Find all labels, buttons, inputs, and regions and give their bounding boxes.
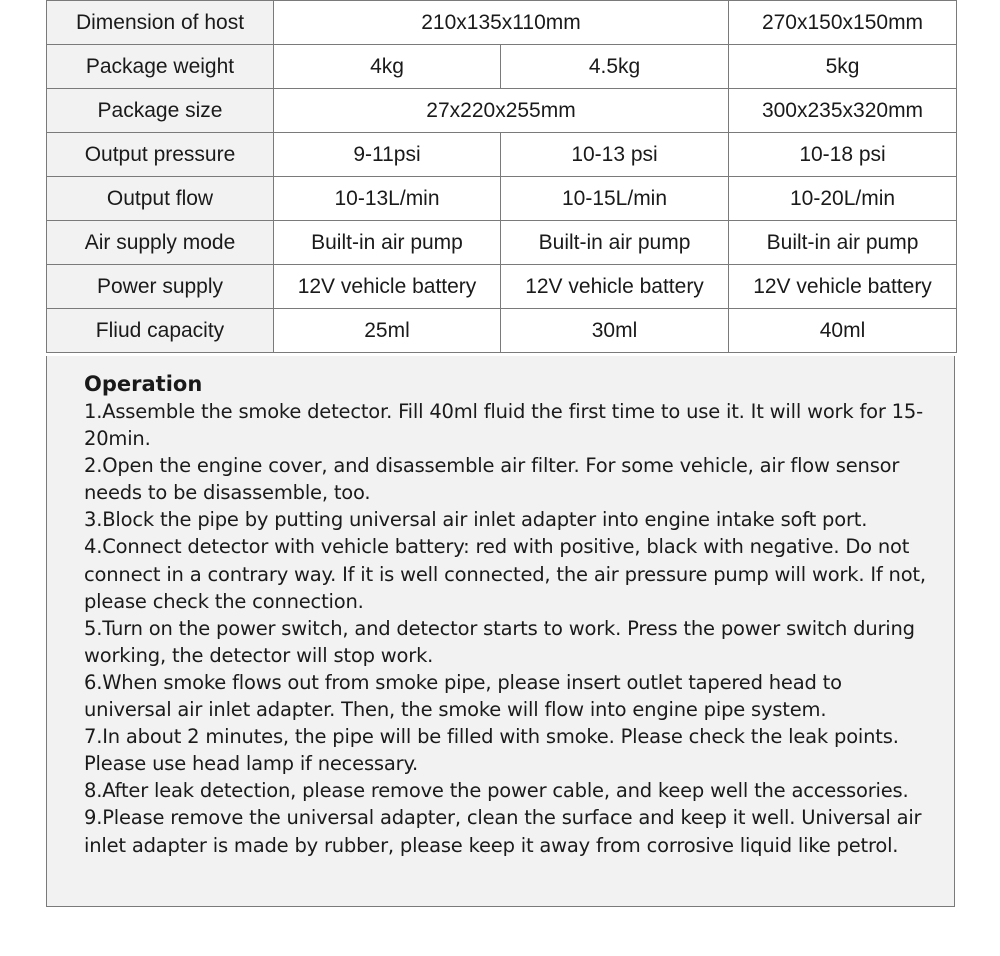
operation-steps xyxy=(84,398,934,859)
spec-value: 9-11psi xyxy=(274,133,501,177)
spec-value: Built-in air pump xyxy=(729,221,957,265)
operation-step: 9.Please remove the universal adapter, clean the surface and keep it well. Universal air inlet adapter is made by rubber, please keep it away from corrosive liquid like petrol. xyxy=(84,806,922,857)
spec-row xyxy=(47,265,957,309)
spec-value: 27x220x255mm xyxy=(274,89,729,133)
operation-step: 6.When smoke flows out from smoke pipe, please insert outlet tapered head to universal air inlet adapter. Then, the smoke will flow into engine pipe system. xyxy=(84,670,842,722)
spec-value: 10-13 psi xyxy=(501,133,729,177)
spec-label: Package weight xyxy=(47,45,274,89)
spec-value: 4kg xyxy=(274,45,501,89)
spec-row xyxy=(47,89,957,133)
spec-label: Dimension of host xyxy=(47,1,274,45)
spec-row xyxy=(47,177,957,221)
spec-value: 210x135x110mm xyxy=(274,1,729,45)
operation-section xyxy=(46,356,955,907)
spec-value: 5kg xyxy=(729,45,957,89)
spec-label: Output flow xyxy=(47,177,274,221)
spec-row xyxy=(47,45,957,89)
operation-step: 1.Assemble the smoke detector. Fill 40ml fluid the first time to use it. It will work for 15-20min. xyxy=(84,400,923,451)
spec-value: 30ml xyxy=(501,309,729,353)
spec-value: 10-13L/min xyxy=(274,177,501,221)
operation-title: Operation xyxy=(84,372,203,396)
operation-step: 8.After leak detection, please remove the power cable, and keep well the accessories. xyxy=(84,779,909,803)
spec-row xyxy=(47,133,957,177)
spec-value: 10-20L/min xyxy=(729,177,957,221)
operation-step: 3.Block the pipe by putting universal air inlet adapter into engine intake soft port. xyxy=(84,508,868,532)
spec-label: Power supply xyxy=(47,265,274,309)
spec-value: Built-in air pump xyxy=(274,221,501,265)
spec-value: 300x235x320mm xyxy=(729,89,957,133)
spec-value: 12V vehicle battery xyxy=(274,265,501,309)
spec-value: 12V vehicle battery xyxy=(729,265,957,309)
spec-row xyxy=(47,1,957,45)
spec-value: 10-15L/min xyxy=(501,177,729,221)
spec-table-body xyxy=(47,1,957,353)
spec-label: Package size xyxy=(47,89,274,133)
operation-step: 4.Connect detector with vehicle battery: red with positive, black with negative. Do not connect in a contrary way. If it is well connected, the air pressure pump will work. If not, please check the connection. xyxy=(84,535,926,613)
spec-value: Built-in air pump xyxy=(501,221,729,265)
operation-step: 7.In about 2 minutes, the pipe will be filled with smoke. Please check the leak points. Please use head lamp if necessary. xyxy=(84,725,899,776)
spec-value: 4.5kg xyxy=(501,45,729,89)
spec-value: 40ml xyxy=(729,309,957,353)
spec-row xyxy=(47,309,957,353)
operation-step: 2.Open the engine cover, and disassemble air filter. For some vehicle, air flow sensor needs to be disassemble, too. xyxy=(84,454,900,505)
operation-step: 5.Turn on the power switch, and detector starts to work. Press the power switch during working, the detector will stop work. xyxy=(84,616,915,667)
spec-value: 25ml xyxy=(274,309,501,353)
spec-label: Output pressure xyxy=(47,133,274,177)
spec-value: 12V vehicle battery xyxy=(501,265,729,309)
spec-row xyxy=(47,221,957,265)
spec-value: 10-18 psi xyxy=(729,133,957,177)
spec-label: Fliud capacity xyxy=(47,309,274,353)
spec-value: 270x150x150mm xyxy=(729,1,957,45)
spec-label: Air supply mode xyxy=(47,221,274,265)
spec-table xyxy=(46,0,957,353)
